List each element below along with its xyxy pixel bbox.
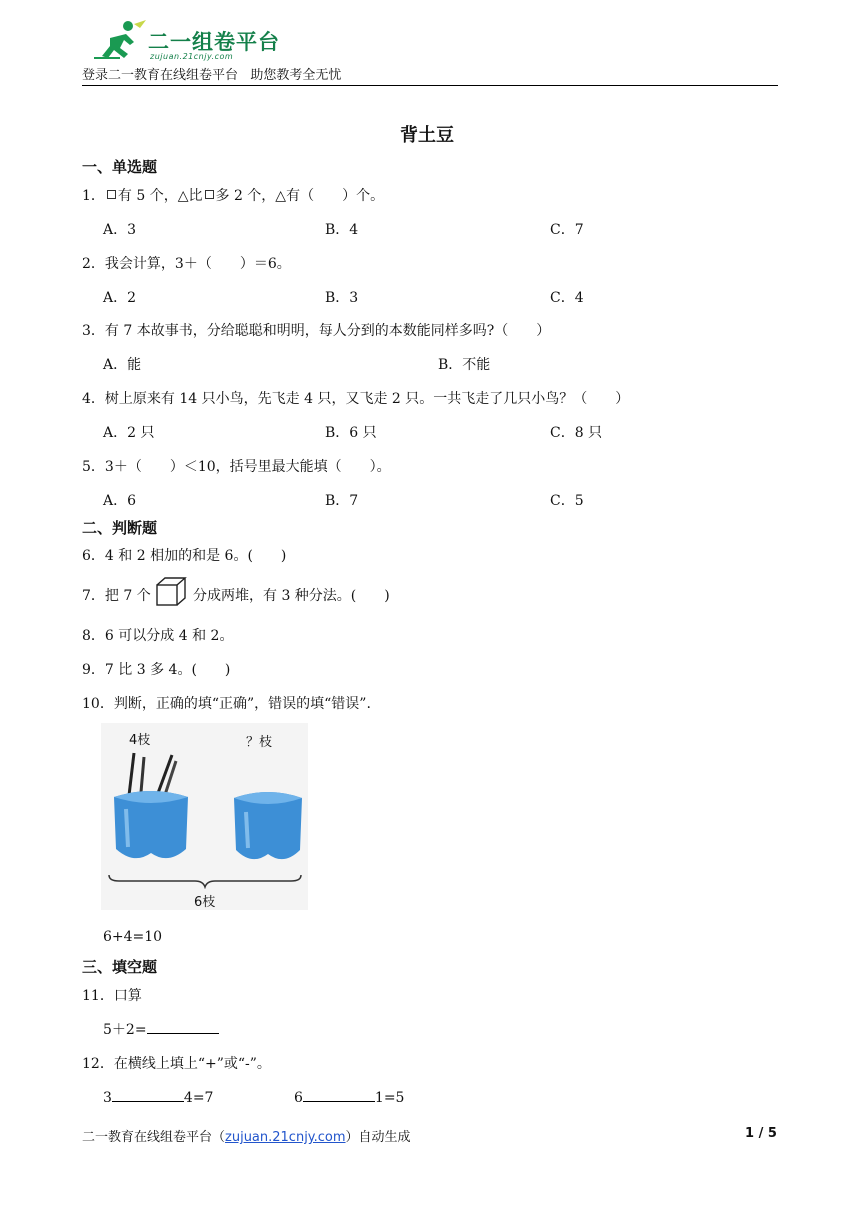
illustration-label-left: 4枝 bbox=[129, 733, 151, 748]
illustration-label-right: ？枝 bbox=[246, 735, 273, 750]
question-9 bbox=[82, 659, 230, 679]
page-number: 1 / 5 bbox=[745, 1126, 777, 1141]
question-text: 判断，正确的填“正确”，错误的填“错误”. bbox=[113, 696, 371, 712]
question-number: 6． bbox=[82, 548, 105, 564]
question-7 bbox=[82, 585, 151, 605]
expression-right: 4=7 bbox=[183, 1090, 214, 1106]
question-text: 有 5 个，△比 bbox=[117, 188, 203, 204]
logo-subtext: zujuan.21cnjy.com bbox=[150, 52, 234, 61]
logo-text: 二一组卷平台 bbox=[148, 30, 280, 54]
option-a: A．能 bbox=[103, 357, 142, 373]
answer-blank[interactable] bbox=[147, 1019, 219, 1034]
option-b: B．7 bbox=[325, 493, 359, 509]
question-text: 有 7 本故事书，分给聪聪和明明，每人分到的本数能同样多吗?（ ） bbox=[104, 323, 551, 339]
question-text: 多 2 个，△有（ ）个。 bbox=[215, 188, 385, 204]
option-c: C．5 bbox=[550, 493, 584, 509]
question-6 bbox=[82, 545, 286, 565]
option-b: B．4 bbox=[325, 222, 359, 238]
question-10 bbox=[82, 693, 371, 713]
expression-left: 3 bbox=[103, 1090, 112, 1106]
question-2 bbox=[82, 253, 291, 273]
equation-text: 6+4=10 bbox=[103, 929, 163, 945]
page-title: 背土豆 bbox=[400, 125, 454, 146]
question-text: 口算 bbox=[113, 988, 142, 1004]
question-8 bbox=[82, 625, 233, 645]
pen-holder-with-pens-icon bbox=[106, 749, 196, 869]
expression-right: 1=5 bbox=[374, 1090, 405, 1106]
illustration-label-bottom: 6枝 bbox=[194, 895, 216, 910]
option-b: B．6 只 bbox=[325, 425, 377, 441]
question-text: 7 比 3 多 4。( ) bbox=[104, 662, 231, 678]
question-text: 3＋（ ）＜10，括号里最大能填（ ）。 bbox=[104, 459, 391, 475]
question-3 bbox=[82, 320, 550, 340]
section-heading-fill-in: 三、填空题 bbox=[82, 958, 158, 976]
small-square-icon bbox=[205, 190, 214, 199]
question-12 bbox=[82, 1053, 271, 1073]
option-c: C．7 bbox=[550, 222, 584, 238]
runner-logo-icon bbox=[90, 18, 150, 64]
section-heading-single-choice: 一、单选题 bbox=[82, 158, 158, 176]
answer-blank[interactable] bbox=[303, 1087, 375, 1102]
question-text-continued: 分成两堆，有 3 种分法。( ) bbox=[193, 588, 390, 604]
expression-1 bbox=[103, 1087, 213, 1106]
question-text: 把 7 个 bbox=[104, 588, 151, 604]
question-text: 我会计算，3＋（ ）＝6。 bbox=[104, 256, 291, 272]
empty-pen-holder-icon bbox=[228, 786, 308, 866]
option-c: C．8 只 bbox=[550, 425, 603, 441]
section-heading-true-false: 二、判断题 bbox=[82, 519, 158, 537]
footer-text bbox=[82, 1126, 411, 1145]
option-b: B．3 bbox=[325, 290, 359, 306]
option-a: A．2 bbox=[103, 290, 137, 306]
expression-text: 5＋2= bbox=[103, 1022, 147, 1038]
question-11 bbox=[82, 985, 142, 1005]
header-slogan: 登录二一教育在线组卷平台 助您教考全无忧 bbox=[82, 68, 342, 83]
option-a: A．6 bbox=[103, 493, 137, 509]
question-1 bbox=[82, 185, 384, 205]
question-number: 10． bbox=[82, 696, 114, 712]
question-text: 6 可以分成 4 和 2。 bbox=[104, 628, 234, 644]
footer-suffix: ）自动生成 bbox=[345, 1130, 411, 1145]
question-number: 4． bbox=[82, 391, 105, 407]
cube-icon bbox=[155, 576, 187, 608]
footer-link[interactable]: zujuan.21cnjy.com bbox=[225, 1130, 346, 1145]
question-5 bbox=[82, 456, 391, 476]
header-divider bbox=[82, 85, 778, 86]
option-a: A．3 bbox=[103, 222, 137, 238]
brace-icon bbox=[105, 873, 305, 889]
question-4 bbox=[82, 388, 629, 408]
question-number: 8． bbox=[82, 628, 105, 644]
logo bbox=[90, 18, 280, 66]
calc-expression bbox=[103, 1019, 219, 1039]
question-number: 1． bbox=[82, 188, 105, 204]
expression-2 bbox=[294, 1087, 404, 1106]
expression-left: 6 bbox=[294, 1090, 303, 1106]
question-number: 2． bbox=[82, 256, 105, 272]
option-a: A．2 只 bbox=[103, 425, 155, 441]
answer-blank[interactable] bbox=[112, 1087, 184, 1102]
footer-prefix: 二一教育在线组卷平台（ bbox=[82, 1130, 226, 1145]
question-number: 9． bbox=[82, 662, 105, 678]
question-number: 3． bbox=[82, 323, 105, 339]
question-number: 11． bbox=[82, 988, 114, 1004]
option-c: C．4 bbox=[550, 290, 584, 306]
question-number: 7． bbox=[82, 588, 105, 604]
question-number: 12． bbox=[82, 1056, 114, 1072]
small-square-icon bbox=[107, 190, 116, 199]
pen-holder-illustration bbox=[101, 723, 308, 910]
option-b: B．不能 bbox=[438, 357, 491, 373]
question-number: 5． bbox=[82, 459, 105, 475]
question-text: 4 和 2 相加的和是 6。( ) bbox=[104, 548, 287, 564]
question-text: 树上原来有 14 只小鸟，先飞走 4 只，又飞走 2 只。一共飞走了几只小鸟？（ ） bbox=[104, 391, 630, 407]
question-text: 在横线上填上“+”或“-”。 bbox=[113, 1056, 271, 1072]
